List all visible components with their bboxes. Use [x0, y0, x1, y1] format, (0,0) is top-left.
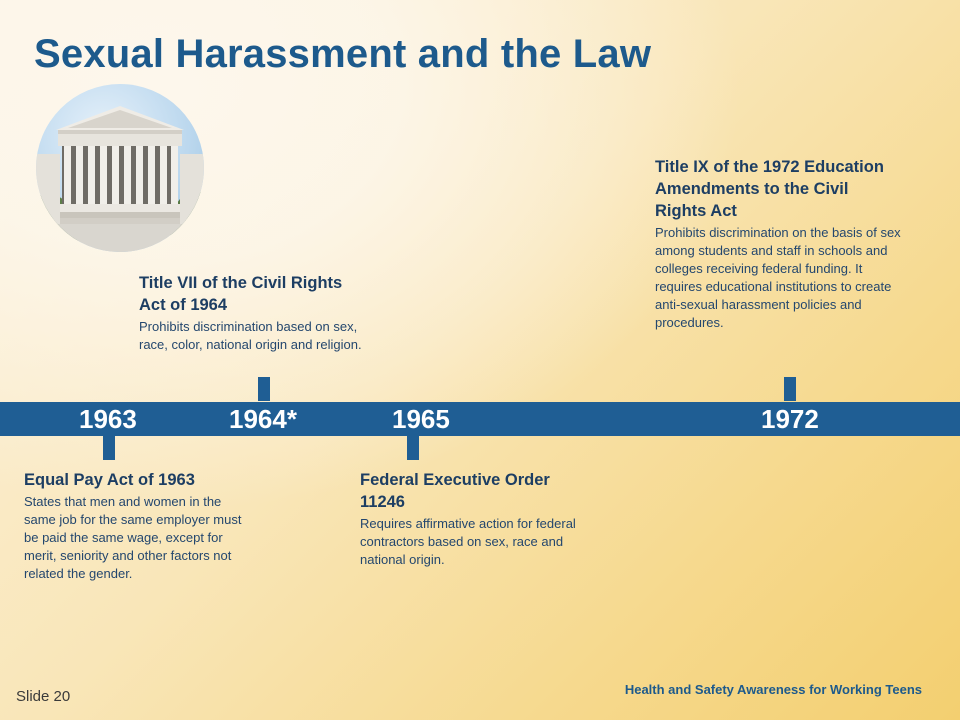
event-title-ix-heading: Title IX of the 1972 Education Amendments to the Civil Rights Act	[655, 158, 884, 220]
year-1965: 1965	[392, 404, 450, 434]
slide-title: Sexual Harassment and the Law	[34, 32, 652, 76]
event-equal-pay-description: States that men and women in the same job for the same employer must be paid the same wage, except for merit, seniority and other factors not related the gender.	[24, 494, 242, 581]
event-exec-order-description: Requires affirmative action for federal contractors based on sex, race and national origin.	[360, 516, 576, 567]
footer-text: Health and Safety Awareness for Working Teens	[624, 682, 922, 697]
tick-1972	[784, 377, 796, 401]
event-equal-pay	[24, 469, 256, 583]
event-title-vii	[139, 272, 389, 354]
tick-1963	[103, 436, 115, 460]
event-title-ix	[655, 156, 905, 332]
supreme-court-image	[36, 84, 204, 252]
slide-number: Slide 20	[16, 688, 71, 705]
event-equal-pay-heading: Equal Pay Act of 1963	[24, 471, 195, 489]
event-title-vii-description: Prohibits discrimination based on sex, race, color, national origin and religion.	[139, 319, 362, 352]
tick-1965	[407, 436, 419, 460]
year-1972: 1972	[761, 404, 819, 434]
year-1963: 1963	[79, 404, 137, 434]
tick-1964	[258, 377, 270, 401]
event-exec-order	[360, 469, 582, 569]
year-1964: 1964*	[229, 404, 297, 434]
event-title-vii-heading: Title VII of the Civil Rights Act of 1964	[139, 274, 343, 314]
event-exec-order-heading: Federal Executive Order 11246	[360, 471, 550, 511]
event-title-ix-description: Prohibits discrimination on the basis of sex among students and staff in schools and colleges receiving federal funding. It requires educational institutions to create anti-sexual harassment policies and procedures.	[655, 225, 901, 330]
supreme-court-icon	[36, 84, 204, 252]
